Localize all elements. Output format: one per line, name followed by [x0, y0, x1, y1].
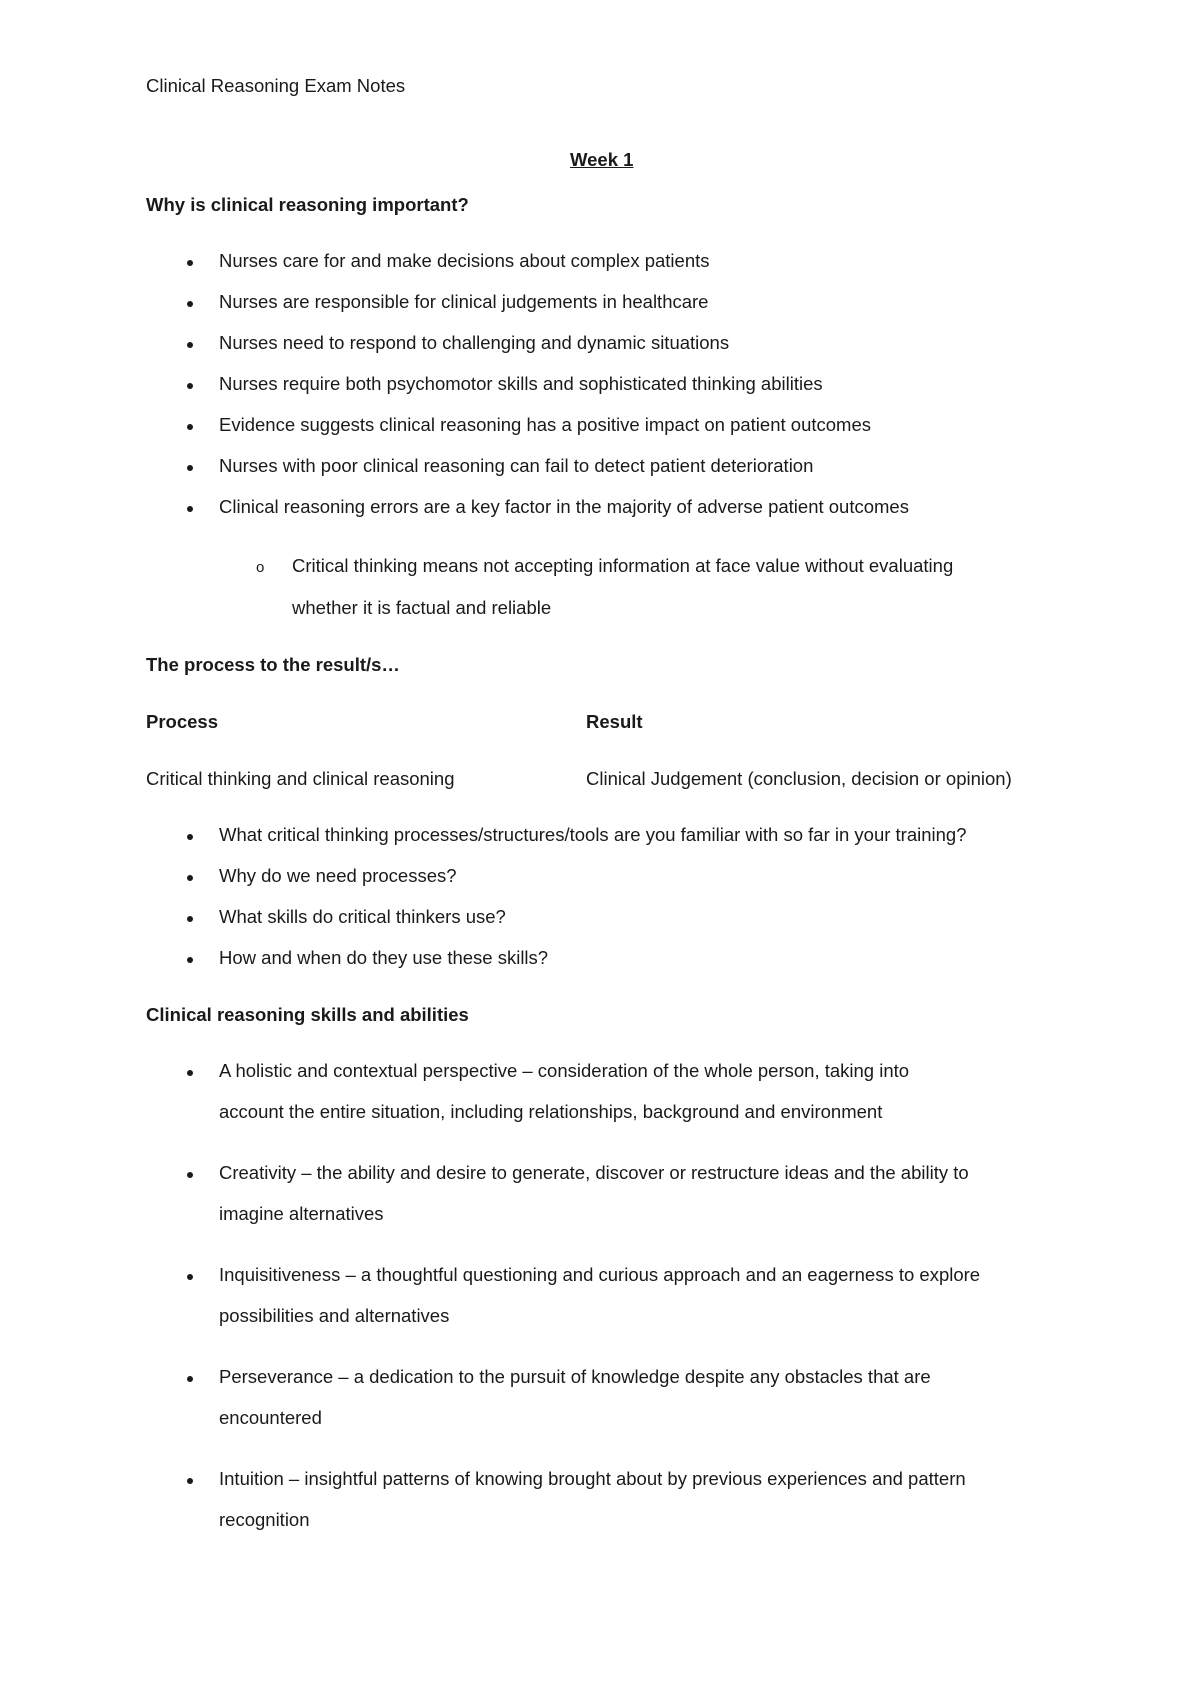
list-item-text: Clinical reasoning errors are a key factor in the majority of adverse patient outcomes — [219, 496, 909, 517]
list-item-text: Nurses with poor clinical reasoning can fail to detect patient deterioration — [219, 455, 814, 476]
section-heading-process: The process to the result/s… — [146, 654, 400, 675]
bullet-icon — [187, 1376, 193, 1382]
bullet-icon — [187, 1274, 193, 1280]
document-header-title: Clinical Reasoning Exam Notes — [146, 75, 406, 96]
bullet-icon — [187, 834, 193, 840]
bullet-icon — [187, 1172, 193, 1178]
list-item-text: How and when do they use these skills? — [219, 947, 549, 968]
list-item-text: Nurses require both psychomotor skills and sophisticated thinking abilities — [219, 373, 823, 394]
section-heading-skills: Clinical reasoning skills and abilities — [146, 1004, 469, 1025]
bullet-icon — [187, 916, 193, 922]
list-item-line2: encountered — [219, 1407, 322, 1428]
list-item-text: Nurses care for and make decisions about complex patients — [219, 250, 710, 271]
list-item-text: What skills do critical thinkers use? — [219, 906, 506, 927]
list-item-line2: recognition — [219, 1509, 310, 1530]
list-item-text: What critical thinking processes/structures/tools are you familiar with so far in your training? — [219, 824, 967, 845]
list-item-line1: A holistic and contextual perspective – consideration of the whole person, taking into — [219, 1060, 910, 1081]
list-item-text: Evidence suggests clinical reasoning has a positive impact on patient outcomes — [219, 414, 871, 435]
column-header-result: Result — [586, 711, 643, 732]
bullet-icon — [187, 342, 193, 348]
result-value: Clinical Judgement (conclusion, decision or opinion) — [586, 768, 1012, 789]
list-item-line1: Intuition – insightful patterns of knowing brought about by previous experiences and pattern — [219, 1468, 966, 1489]
bullet-icon — [187, 260, 193, 266]
section-heading-why: Why is clinical reasoning important? — [146, 194, 469, 215]
sub-list-item-line2: whether it is factual and reliable — [292, 597, 552, 618]
list-item-line2: possibilities and alternatives — [219, 1305, 450, 1326]
bullet-icon — [187, 301, 193, 307]
column-header-process: Process — [146, 711, 218, 732]
bullet-icon — [187, 1478, 193, 1484]
bullet-icon — [187, 506, 193, 512]
bullet-icon — [187, 424, 193, 430]
bullet-icon — [187, 465, 193, 471]
bullet-icon — [187, 383, 193, 389]
bullet-icon — [187, 957, 193, 963]
list-item-line1: Inquisitiveness – a thoughtful questioning and curious approach and an eagerness to explore — [219, 1264, 981, 1285]
bullet-icon — [187, 1070, 193, 1076]
sub-bullet-icon: o — [256, 559, 265, 576]
list-item-text: Nurses are responsible for clinical judgements in healthcare — [219, 291, 709, 312]
list-item-line1: Perseverance – a dedication to the pursuit of knowledge despite any obstacles that are — [219, 1366, 931, 1387]
week-heading: Week 1 — [570, 149, 634, 170]
list-item-text: Nurses need to respond to challenging and dynamic situations — [219, 332, 730, 353]
list-item-line2: account the entire situation, including relationships, background and environment — [219, 1101, 883, 1122]
list-item-line2: imagine alternatives — [219, 1203, 384, 1224]
bullet-icon — [187, 875, 193, 881]
list-item-line1: Creativity – the ability and desire to generate, discover or restructure ideas and the ability to — [219, 1162, 969, 1183]
sub-list-item-line1: Critical thinking means not accepting information at face value without evaluating — [292, 555, 954, 576]
list-item-text: Why do we need processes? — [219, 865, 457, 886]
process-value: Critical thinking and clinical reasoning — [146, 768, 455, 789]
